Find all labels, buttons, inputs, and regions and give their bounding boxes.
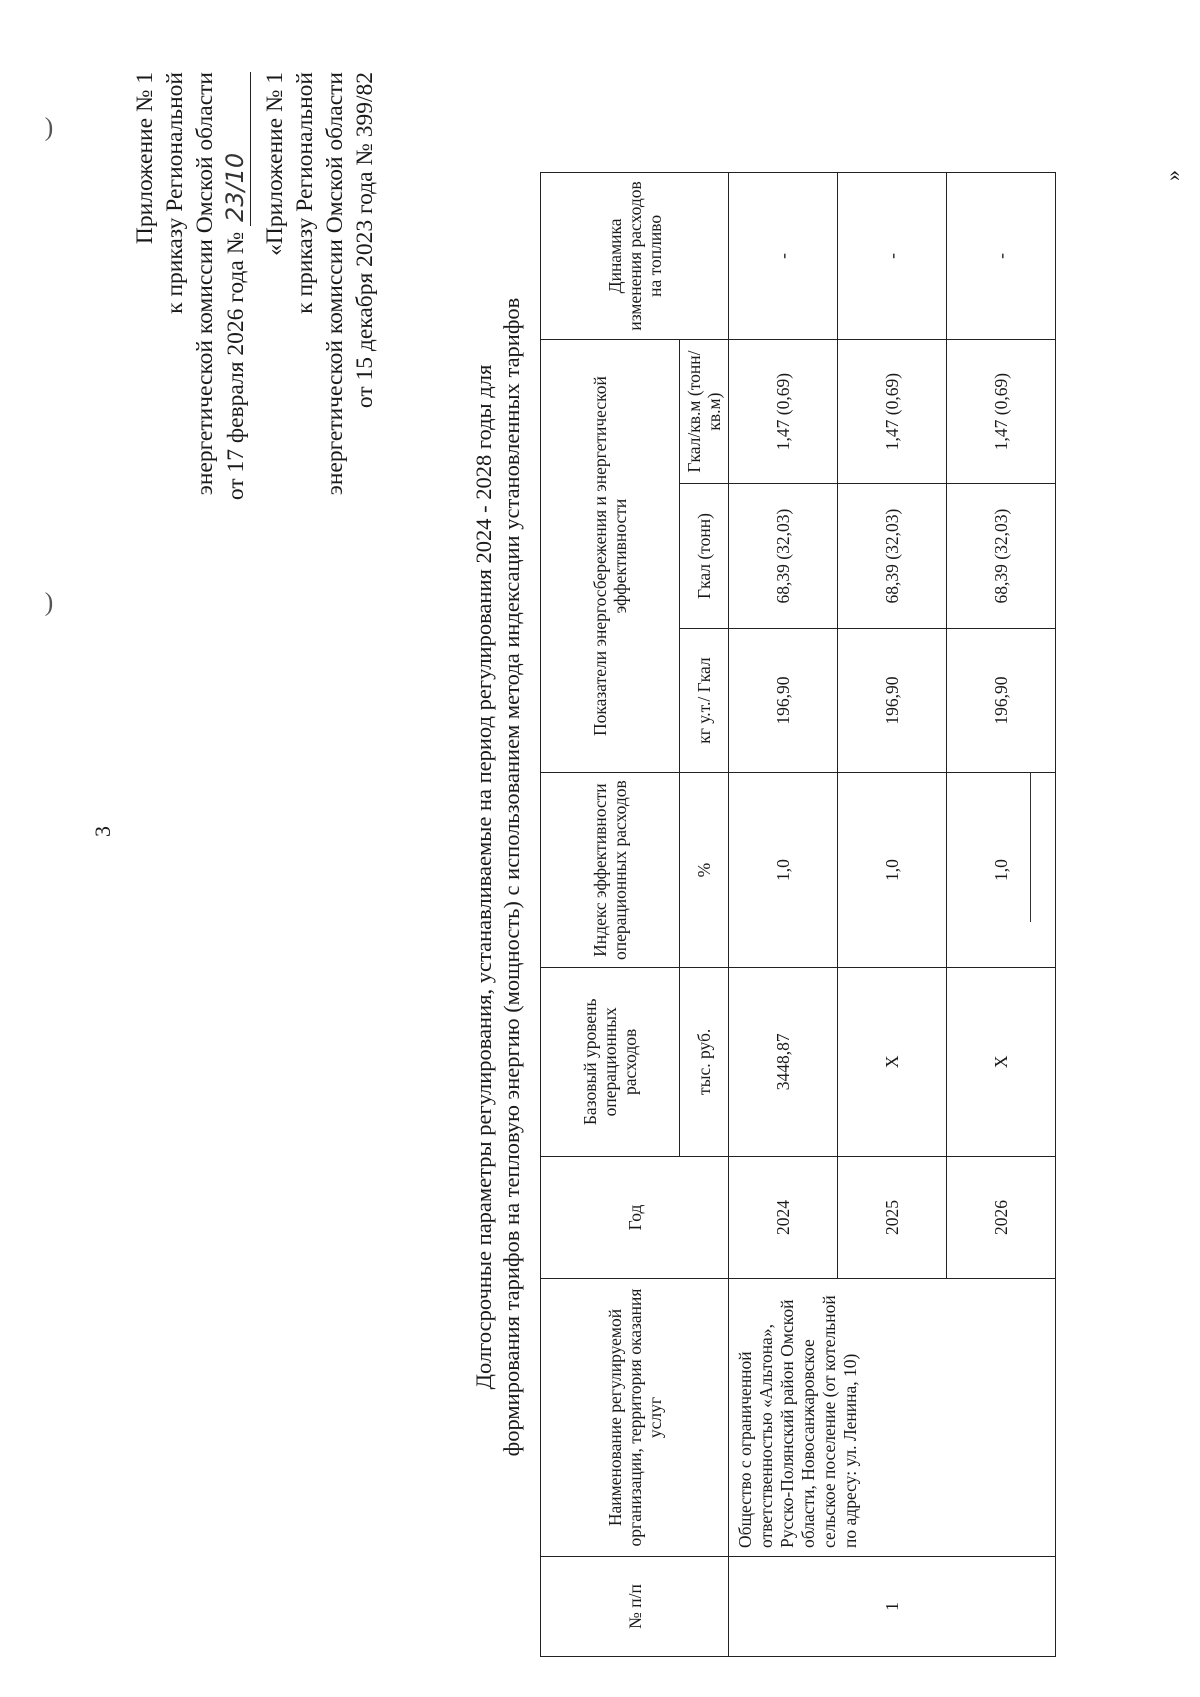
header-fuel-dynamics: Динамика изменения расходов на топливо [541,173,729,340]
header-org-name: Наименование регулируемой организации, территория оказания услуг [541,1279,729,1557]
cell-efficiency-index: 1,0 [838,773,947,968]
table-header-row [541,173,680,1657]
closing-quote: » [1160,170,1185,181]
cell-base-level: Х [947,967,1056,1156]
cell-gcal: 68,39 (32,03) [947,484,1056,629]
cell-year: 2024 [729,1156,838,1278]
appendix-commission: энергетической комиссии Омской области [322,72,348,496]
document-title [470,97,526,1657]
cell-kg-per-gcal: 196,90 [947,628,1056,773]
appendix-order-ref: к приказу Региональной [292,72,318,314]
title-line: Долгосрочные параметры регулирования, устанавливаемые на период регулирования 2024 - 2028 годы для [471,364,496,1390]
cell-gcal-per-sqm: 1,47 (0,69) [729,339,838,484]
cell-fuel-dynamics: - [947,173,1056,340]
appendix-header-old [260,72,380,495]
header-num: № п/п [541,1556,729,1656]
title-line: формирования тарифов на тепловую энергию (мощность) с использованием метода индексации установленных тарифов [499,297,524,1457]
unit-base-level: тыс. руб. [680,967,729,1156]
cell-year: 2025 [838,1156,947,1278]
regulation-parameters-table [540,172,1056,1657]
appendix-date: от 17 февраля 2026 года № [223,231,249,501]
header-efficiency-index: Индекс эффективности операционных расходов [541,773,680,968]
appendix-date-line [220,72,251,500]
cell-efficiency-index: 1,0 [729,773,838,968]
appendix-order-ref: к приказу Региональной [162,72,188,314]
header-base-level: Базовый уровень операционных расходов [541,967,680,1156]
cell-gcal: 68,39 (32,03) [838,484,947,629]
cell-kg-per-gcal: 196,90 [838,628,947,773]
handwritten-order-number: 23/10 [220,72,251,226]
cell-base-level: 3448,87 [729,967,838,1156]
unit-gcal: Гкал (тонн) [680,484,729,629]
scan-hole-mark: ) [44,587,54,617]
appendix-header-new [130,72,251,500]
cell-fuel-dynamics: - [729,173,838,340]
header-year: Год [541,1156,729,1278]
org-name: Общество с ограниченной ответственностью «Альтона», Русско-Полянский район Омской области, Новосанжаровское сельское поселение (от котельной по адресу: ул. Ленина, 10) [729,1279,1056,1557]
cell-base-level: Х [838,967,947,1156]
unit-efficiency-index: % [680,773,729,968]
scan-hole-mark: ) [44,112,54,142]
cell-gcal-per-sqm: 1,47 (0,69) [838,339,947,484]
unit-gcal-per-sqm: Гкал/кв.м (тонн/кв.м) [680,339,729,484]
cell-gcal-per-sqm: 1,47 (0,69) [947,339,1056,484]
appendix-commission: энергетической комиссии Омской области [192,72,218,496]
footer-separator-line [1030,772,1031,922]
cell-gcal: 68,39 (32,03) [729,484,838,629]
cell-fuel-dynamics: - [838,173,947,340]
org-number: 1 [729,1556,1056,1656]
page-number: 3 [90,826,115,837]
cell-efficiency-index: 1,0 [947,773,1056,968]
cell-kg-per-gcal: 196,90 [729,628,838,773]
table-row [729,173,838,1657]
header-energy-saving: Показатели энергосбережения и энергетической эффективности [541,339,680,773]
appendix-title: «Приложение № 1 [262,72,288,256]
unit-kg-per-gcal: кг у.т./ Гкал [680,628,729,773]
appendix-title: Приложение № 1 [132,72,158,245]
appendix-date: от 15 декабря 2023 года № 399/82 [352,72,378,409]
cell-year: 2026 [947,1156,1056,1278]
